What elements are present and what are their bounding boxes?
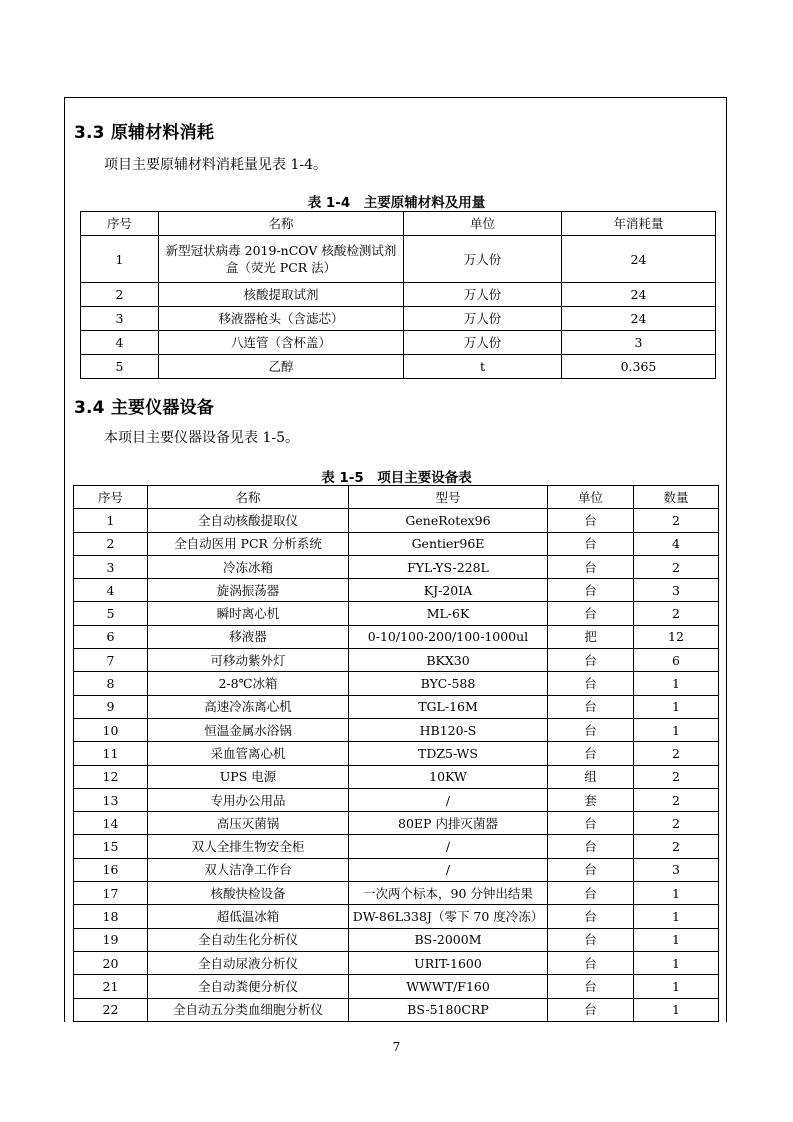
table-cell: 1 <box>74 509 148 532</box>
table-cell: 10KW <box>349 765 548 788</box>
table-cell: ML-6K <box>349 602 548 625</box>
table-cell: 2 <box>74 532 148 555</box>
table-cell: 全自动医用 PCR 分析系统 <box>148 532 349 555</box>
table-cell: 全自动生化分析仪 <box>148 928 349 951</box>
table-cell: 24 <box>562 283 716 307</box>
table-row <box>74 509 719 532</box>
table-cell: 12 <box>634 625 719 648</box>
table-cell: DW-86L338J（零下 70 度冷冻） <box>349 905 548 928</box>
table-cell: 3 <box>634 858 719 881</box>
table-cell: 恒温金属水浴锅 <box>148 718 349 741</box>
table-row <box>74 928 719 951</box>
table-cell: 高压灭菌锅 <box>148 812 349 835</box>
table-row <box>74 975 719 998</box>
table-cell: 17 <box>74 882 148 905</box>
table-row <box>74 649 719 672</box>
table-cell: 全自动五分类血细胞分析仪 <box>148 998 349 1021</box>
table-cell: 台 <box>548 998 634 1021</box>
table-cell: 旋涡振荡器 <box>148 579 349 602</box>
table-cell: 组 <box>548 765 634 788</box>
table-row <box>74 695 719 718</box>
table-row <box>74 718 719 741</box>
table-cell: 台 <box>548 718 634 741</box>
table-cell: 八连管（含杯盖） <box>159 331 404 355</box>
column-header: 年消耗量 <box>562 212 716 236</box>
table-cell: TGL-16M <box>349 695 548 718</box>
table-cell: 16 <box>74 858 148 881</box>
column-header: 单位 <box>404 212 562 236</box>
table-cell: 24 <box>562 307 716 331</box>
table-1-5-caption: 表 1-5 项目主要设备表 <box>321 470 472 486</box>
table-cell: 双人全排生物安全柜 <box>148 835 349 858</box>
table-cell: 6 <box>74 625 148 648</box>
table-cell: 1 <box>634 975 719 998</box>
table-row <box>74 765 719 788</box>
table-cell: WWWT/F160 <box>349 975 548 998</box>
column-header: 型号 <box>349 486 548 509</box>
table-cell: 12 <box>74 765 148 788</box>
table-cell: 1 <box>634 998 719 1021</box>
table-row <box>81 355 716 379</box>
table-cell: BYC-588 <box>349 672 548 695</box>
table-cell: / <box>349 788 548 811</box>
table-cell: 套 <box>548 788 634 811</box>
table-cell: 全自动粪便分析仪 <box>148 975 349 998</box>
column-header: 名称 <box>159 212 404 236</box>
table-cell: URIT-1600 <box>349 951 548 974</box>
table-cell: 台 <box>548 975 634 998</box>
table-row <box>74 905 719 928</box>
table-row <box>74 858 719 881</box>
table-cell: 4 <box>74 579 148 602</box>
table-cell: 1 <box>634 905 719 928</box>
table-cell: 台 <box>548 602 634 625</box>
column-header: 序号 <box>81 212 159 236</box>
table-cell: 1 <box>634 695 719 718</box>
table-cell: 1 <box>634 672 719 695</box>
table-cell: BS-2000M <box>349 928 548 951</box>
table-cell: 6 <box>634 649 719 672</box>
table-cell: 一次两个标本，90 分钟出结果 <box>349 882 548 905</box>
table-row <box>81 331 716 355</box>
table-cell: 2-8℃冰箱 <box>148 672 349 695</box>
table-cell: 台 <box>548 672 634 695</box>
table-cell: 新型冠状病毒 2019-nCOV 核酸检测试剂盒（荧光 PCR 法） <box>159 236 404 283</box>
table-cell: 台 <box>548 928 634 951</box>
table-cell: 2 <box>634 742 719 765</box>
table-cell: t <box>404 355 562 379</box>
table-row <box>74 788 719 811</box>
materials-table <box>80 211 716 379</box>
table-cell: 2 <box>81 283 159 307</box>
table-cell: 台 <box>548 812 634 835</box>
table-cell: 7 <box>74 649 148 672</box>
table-header-row <box>74 486 719 509</box>
table-row <box>81 236 716 283</box>
table-cell: KJ-20IA <box>349 579 548 602</box>
table-cell: 1 <box>634 951 719 974</box>
table-cell: 3 <box>81 307 159 331</box>
table-cell: 1 <box>634 928 719 951</box>
table-cell: 1 <box>634 882 719 905</box>
table-cell: 1 <box>81 236 159 283</box>
table-cell: 移液器 <box>148 625 349 648</box>
table-cell: 万人份 <box>404 236 562 283</box>
table-row <box>74 835 719 858</box>
table-row <box>74 951 719 974</box>
table-cell: BS-5180CRP <box>349 998 548 1021</box>
table-cell: 全自动核酸提取仪 <box>148 509 349 532</box>
table-cell: 台 <box>548 951 634 974</box>
table-cell: 采血管离心机 <box>148 742 349 765</box>
table-cell: 9 <box>74 695 148 718</box>
table-cell: 2 <box>634 765 719 788</box>
table-cell: BKX30 <box>349 649 548 672</box>
table-cell: 4 <box>634 532 719 555</box>
table-cell: 24 <box>562 236 716 283</box>
table-cell: 超低温冰箱 <box>148 905 349 928</box>
table-cell: 22 <box>74 998 148 1021</box>
table-row <box>74 882 719 905</box>
table-cell: / <box>349 858 548 881</box>
table-cell: UPS 电源 <box>148 765 349 788</box>
table-cell: 21 <box>74 975 148 998</box>
table-cell: 台 <box>548 858 634 881</box>
table-cell: 0.365 <box>562 355 716 379</box>
table-cell: 台 <box>548 882 634 905</box>
table-cell: 台 <box>548 835 634 858</box>
table-cell: 8 <box>74 672 148 695</box>
table-cell: 5 <box>74 602 148 625</box>
table-cell: 2 <box>634 812 719 835</box>
table-cell: 2 <box>634 835 719 858</box>
table-cell: 专用办公用品 <box>148 788 349 811</box>
table-row <box>74 579 719 602</box>
table-cell: 全自动尿液分析仪 <box>148 951 349 974</box>
equipment-table <box>73 485 719 1022</box>
table-cell: 4 <box>81 331 159 355</box>
table-cell: 台 <box>548 509 634 532</box>
section-heading-3-3: 3.3 原辅材料消耗 <box>74 123 215 143</box>
table-row <box>81 307 716 331</box>
table-cell: GeneRotex96 <box>349 509 548 532</box>
table-cell: 核酸快检设备 <box>148 882 349 905</box>
table-cell: 把 <box>548 625 634 648</box>
table-cell: 2 <box>634 509 719 532</box>
table-cell: 15 <box>74 835 148 858</box>
table-cell: 可移动紫外灯 <box>148 649 349 672</box>
table-cell: HB120-S <box>349 718 548 741</box>
column-header: 序号 <box>74 486 148 509</box>
section-3-4-text: 本项目主要仪器设备见表 1-5。 <box>104 430 299 446</box>
column-header: 名称 <box>148 486 349 509</box>
table-row <box>81 283 716 307</box>
table-cell: FYL-YS-228L <box>349 555 548 578</box>
table-cell: 2 <box>634 788 719 811</box>
column-header: 数量 <box>634 486 719 509</box>
table-cell: 0-10/100-200/100-1000ul <box>349 625 548 648</box>
table-cell: 万人份 <box>404 307 562 331</box>
table-cell: 双人洁净工作台 <box>148 858 349 881</box>
table-cell: 1 <box>634 718 719 741</box>
table-row <box>74 555 719 578</box>
table-cell: 台 <box>548 555 634 578</box>
table-cell: 台 <box>548 695 634 718</box>
table-cell: 乙醇 <box>159 355 404 379</box>
table-cell: TDZ5-WS <box>349 742 548 765</box>
table-cell: 移液器枪头（含滤芯） <box>159 307 404 331</box>
table-cell: 台 <box>548 742 634 765</box>
table-cell: 19 <box>74 928 148 951</box>
table-cell: 20 <box>74 951 148 974</box>
table-cell: 万人份 <box>404 331 562 355</box>
table-cell: 瞬时离心机 <box>148 602 349 625</box>
table-row <box>74 532 719 555</box>
table-cell: Gentier96E <box>349 532 548 555</box>
table-cell: 3 <box>634 579 719 602</box>
table-1-4-caption: 表 1-4 主要原辅材料及用量 <box>307 195 486 211</box>
table-cell: 3 <box>562 331 716 355</box>
page-number: 7 <box>392 1040 401 1054</box>
table-cell: 14 <box>74 812 148 835</box>
table-row <box>74 998 719 1021</box>
table-cell: 核酸提取试剂 <box>159 283 404 307</box>
table-cell: 冷冻冰箱 <box>148 555 349 578</box>
table-cell: / <box>349 835 548 858</box>
table-cell: 台 <box>548 649 634 672</box>
table-cell: 台 <box>548 532 634 555</box>
table-cell: 10 <box>74 718 148 741</box>
table-cell: 2 <box>634 602 719 625</box>
table-row <box>74 812 719 835</box>
table-row <box>74 602 719 625</box>
table-row <box>74 742 719 765</box>
table-cell: 80EP 内排灭菌器 <box>349 812 548 835</box>
table-cell: 台 <box>548 579 634 602</box>
table-cell: 11 <box>74 742 148 765</box>
table-row <box>74 672 719 695</box>
section-heading-3-4: 3.4 主要仪器设备 <box>74 398 215 418</box>
table-cell: 13 <box>74 788 148 811</box>
table-cell: 万人份 <box>404 283 562 307</box>
column-header: 单位 <box>548 486 634 509</box>
table-cell: 18 <box>74 905 148 928</box>
table-cell: 台 <box>548 905 634 928</box>
table-row <box>74 625 719 648</box>
table-cell: 高速冷冻离心机 <box>148 695 349 718</box>
section-3-3-text: 项目主要原辅材料消耗量见表 1-4。 <box>104 157 327 173</box>
table-header-row <box>81 212 716 236</box>
table-cell: 3 <box>74 555 148 578</box>
table-cell: 5 <box>81 355 159 379</box>
table-cell: 2 <box>634 555 719 578</box>
